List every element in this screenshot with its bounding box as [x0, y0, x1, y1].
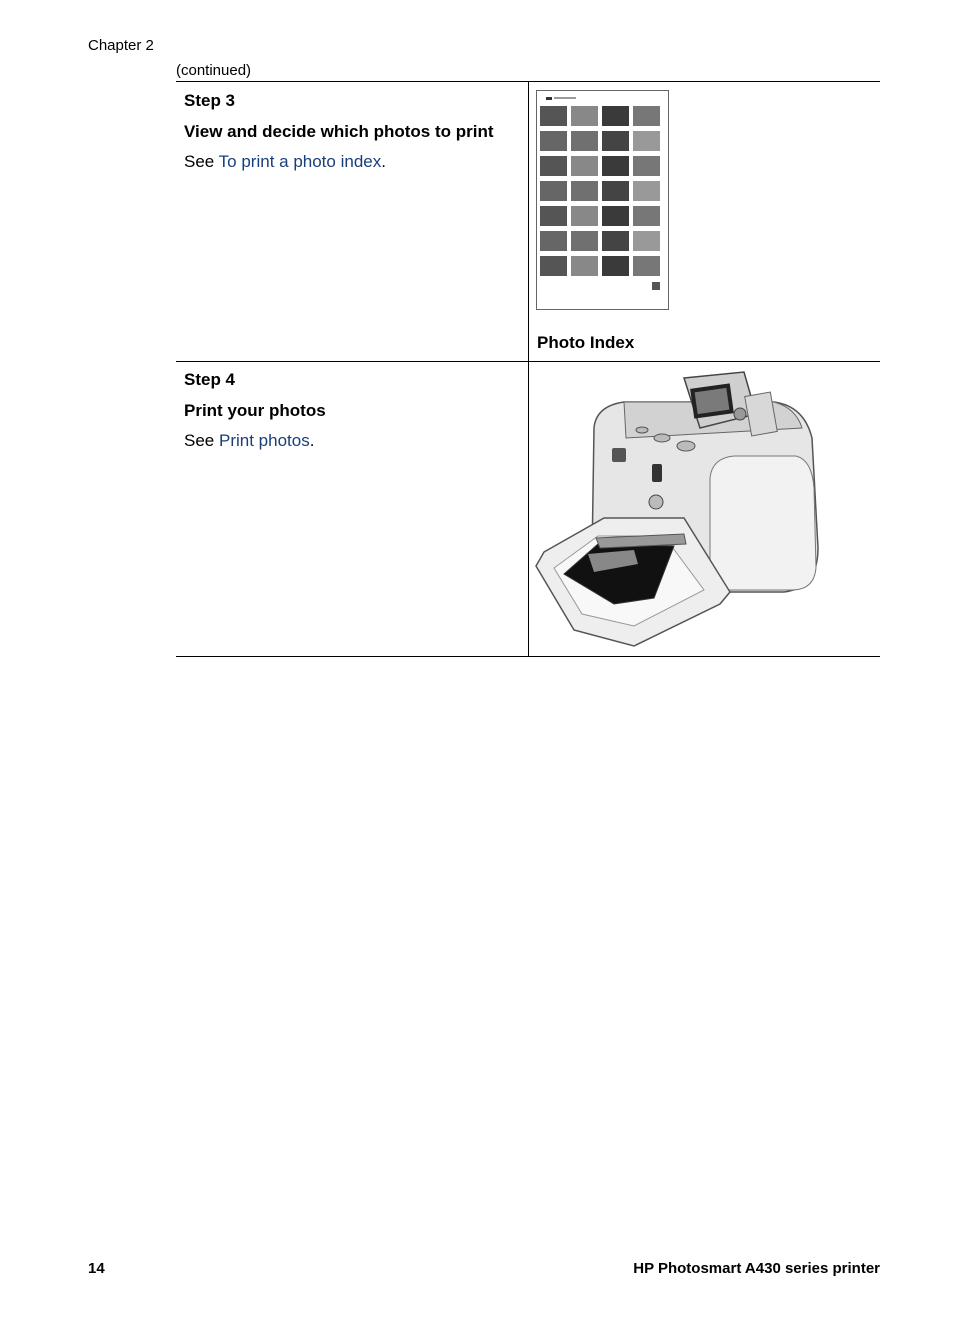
photo-thumbnail [633, 131, 660, 151]
photo-thumbnail [602, 256, 629, 276]
photo-thumbnail [602, 231, 629, 251]
photo-thumbnail [540, 181, 567, 201]
photo-thumbnail [571, 106, 598, 126]
step-3-label: Step 3 [184, 91, 236, 110]
photo-index-illustration [536, 90, 670, 312]
photo-thumbnail [540, 231, 567, 251]
photo-thumbnail [571, 156, 598, 176]
see-suffix: . [381, 152, 386, 171]
photo-index-caption: Photo Index [537, 333, 635, 352]
photo-thumbnail [602, 131, 629, 151]
see-prefix: See [184, 431, 219, 450]
printer-illustration [534, 368, 822, 648]
link-print-photos[interactable]: Print photos [218, 431, 310, 450]
chapter-label: Chapter 2 [88, 37, 154, 54]
photo-thumbnail [633, 181, 660, 201]
see-suffix: . [309, 431, 315, 450]
photo-thumbnail [571, 231, 598, 251]
page-number: 14 [88, 1260, 105, 1277]
photo-thumbnail [602, 106, 629, 126]
photo-thumbnail [602, 206, 629, 226]
photo-thumbnail [571, 131, 598, 151]
photo-thumbnail [633, 231, 660, 251]
photo-thumbnail [571, 181, 598, 201]
step-4-title: Print your photos [184, 401, 326, 420]
photo-thumbnail [571, 256, 598, 276]
photo-thumbnail [602, 181, 629, 201]
product-name: HP Photosmart A430 series printer [633, 1260, 880, 1277]
step-4-see-text [184, 431, 314, 451]
table-column-divider [528, 81, 529, 657]
photo-thumbnail [571, 206, 598, 226]
photo-thumbnail [633, 206, 660, 226]
see-prefix: See [184, 152, 219, 171]
photo-thumbnail [540, 156, 567, 176]
photo-thumbnail [633, 256, 660, 276]
photo-thumbnail [602, 156, 629, 176]
continued-label: (continued) [176, 62, 252, 79]
photo-thumbnail [633, 156, 660, 176]
photo-thumbnail [540, 131, 567, 151]
step-3-title: View and decide which photos to print [184, 122, 494, 141]
link-print-photo-index[interactable]: To print a photo index [218, 152, 382, 171]
step-3-see-text [184, 152, 386, 172]
photo-thumbnail [540, 206, 567, 226]
photo-thumbnail [540, 256, 567, 276]
step-4-label: Step 4 [184, 370, 236, 389]
photo-thumbnail [633, 106, 660, 126]
photo-thumbnail [540, 106, 567, 126]
